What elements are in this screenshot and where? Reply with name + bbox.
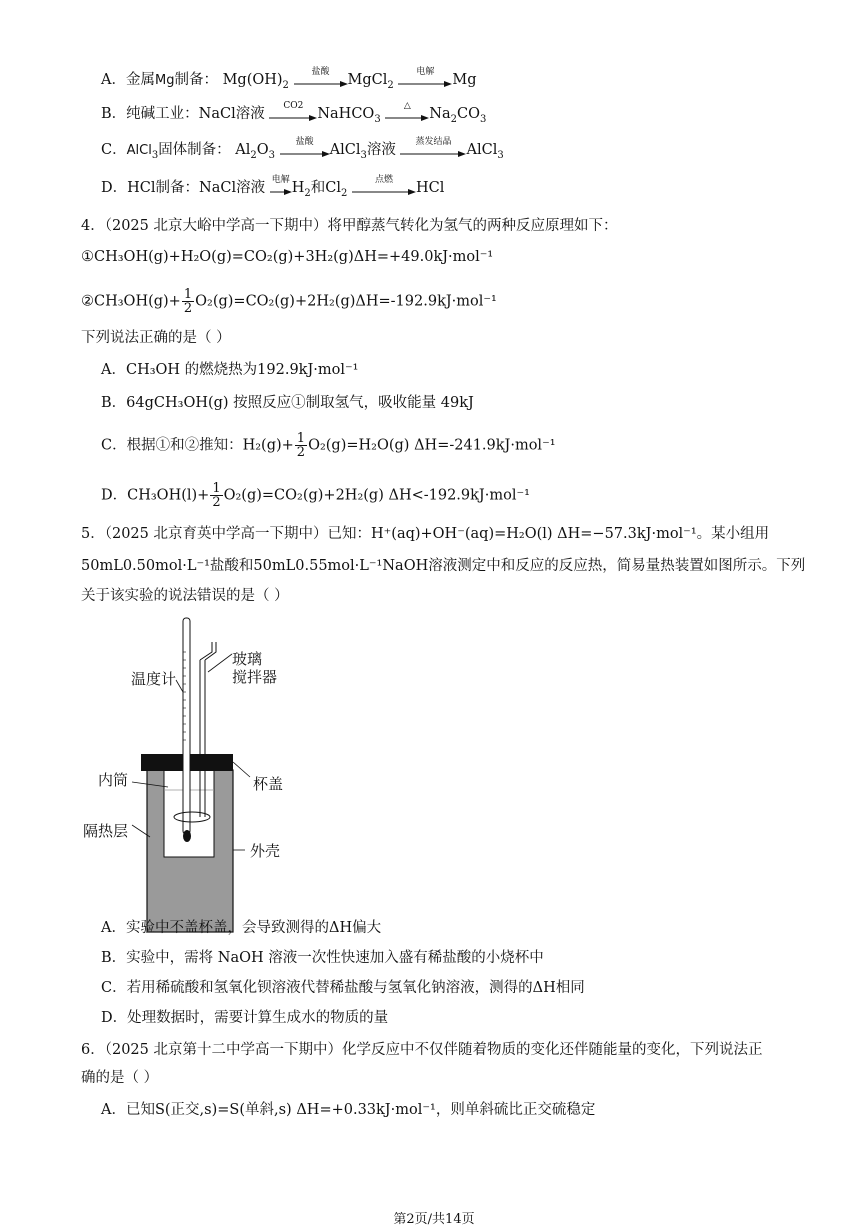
label-stirrer-2: 搅拌器 (232, 668, 278, 686)
label-insulation: 隔热层 (83, 822, 129, 840)
reaction-arrow: 盐酸 (280, 140, 330, 160)
q5-option-d: D．处理数据时，需要计算生成水的物质的量 (101, 1010, 389, 1026)
q3-option-a: A．金属Mg制备： $Mg(OH)_2$ 盐酸 MgCl$_2$ 电解 Mg (101, 67, 477, 91)
q4-option-b: B．64gCH₃OH(g) 按照反应①制取氢气，吸收能量 49kJ (101, 395, 474, 411)
thermometer (183, 618, 190, 834)
q5-option-a: A．实验中不盖杯盖，会导致测得的ΔH偏大 (101, 920, 382, 936)
q4-option-d: D．CH₃OH(l)+ $\frac{1}{2}$ O₂(g)=CO₂(g)+2H₂(g) ΔH<-192.9kJ·mol⁻¹ (101, 481, 530, 510)
q4-option-c: C．根据①和②推知：H₂(g)+ $\frac{1}{2}$ O₂(g)=H₂O(g) ΔH=-241.9kJ·mol⁻¹ (101, 431, 556, 460)
reaction-arrow: 盐酸 (294, 70, 348, 90)
label-lid: 杯盖 (253, 775, 284, 793)
q5-stem-line-2: 50mL0.50mol·L⁻¹盐酸和50mL0.55mol·L⁻¹NaOH溶液测定中和反应的反应热，简易量热装置如图所示。下列 (81, 558, 806, 574)
q6-stem-line-1: 6．（2025 北京第十二中学高一下期中）化学反应中不仅伴随着物质的变化还伴随能量的变化，下列说法正 (81, 1042, 763, 1058)
q6-option-a: A．已知S(正交,s)=S(单斜,s) ΔH=+0.33kJ·mol⁻¹，则单斜硫比正交硫稳定 (101, 1102, 596, 1118)
fraction-half: $\frac{1}{2}$ (296, 431, 306, 460)
glass-stirrer (200, 642, 212, 660)
q3-option-b: B．纯碱工业：NaCl溶液 CO2 NaHCO$_3$ △ $Na_2CO_3$ (101, 101, 487, 125)
reaction-arrow: △ (385, 104, 429, 124)
q5-stem-line-1: 5．（2025 北京育英中学高一下期中）已知：H⁺(aq)+OH⁻(aq)=H₂O(l) ΔH=−57.3kJ·mol⁻¹。某小组用 (81, 526, 770, 542)
q4-option-a: A．CH₃OH 的燃烧热为192.9kJ·mol⁻¹ (101, 362, 359, 378)
q5-option-b: B．实验中，需将 NaOH 溶液一次性快速加入盛有稀盐酸的小烧杯中 (101, 950, 544, 966)
reaction-arrow: 电解 (398, 70, 452, 90)
reaction-arrow: 点燃 (352, 178, 416, 198)
label-thermometer: 温度计 (131, 670, 177, 688)
label-inner-cup: 内筒 (98, 771, 129, 789)
reaction-arrow: 蒸发结晶 (400, 140, 466, 160)
reaction-arrow: CO2 (269, 104, 317, 124)
label-stirrer-1: 玻璃 (232, 650, 263, 668)
q4-stem: 4．（2025 北京大峪中学高一下期中）将甲醇蒸气转化为氢气的两种反应原理如下： (81, 218, 618, 234)
q4-question: 下列说法正确的是（ ） (81, 330, 231, 346)
label-shell: 外壳 (250, 842, 281, 860)
q5-option-c: C．若用稀硫酸和氢氧化钡溶液代替稀盐酸与氢氧化钠溶液，测得的ΔH相同 (101, 980, 585, 996)
q3-option-d: D．HCl制备：NaCl溶液 电解 $H_2$和$Cl_2$ 点燃 HCl (101, 175, 445, 199)
q5-stem-line-3: 关于该实验的说法错误的是（ ） (81, 588, 289, 604)
fraction-half: $\frac{1}{2}$ (212, 481, 221, 510)
page-number: 第2页/共14页 (393, 1212, 475, 1227)
reaction-arrow: 电解 (270, 178, 292, 198)
q6-stem-line-2: 确的是（ ） (81, 1070, 159, 1086)
q4-equation-1: ①CH₃OH(g)+H₂O(g)=CO₂(g)+3H₂(g)ΔH=+49.0kJ·mol⁻¹ (81, 249, 494, 265)
q3-option-c: C．AlCl$_3$固体制备： $Al_2O_3$ 盐酸 AlCl$_3$溶液 蒸发结晶 AlCl$_3$ (101, 137, 504, 161)
fraction-half: $\frac{1}{2}$ (183, 287, 193, 316)
q4-equation-2: ②CH₃OH(g)+ $\frac{1}{2}$ O₂(g)=CO₂(g)+2H₂(g)ΔH=-192.9kJ·mol⁻¹ (81, 287, 497, 316)
